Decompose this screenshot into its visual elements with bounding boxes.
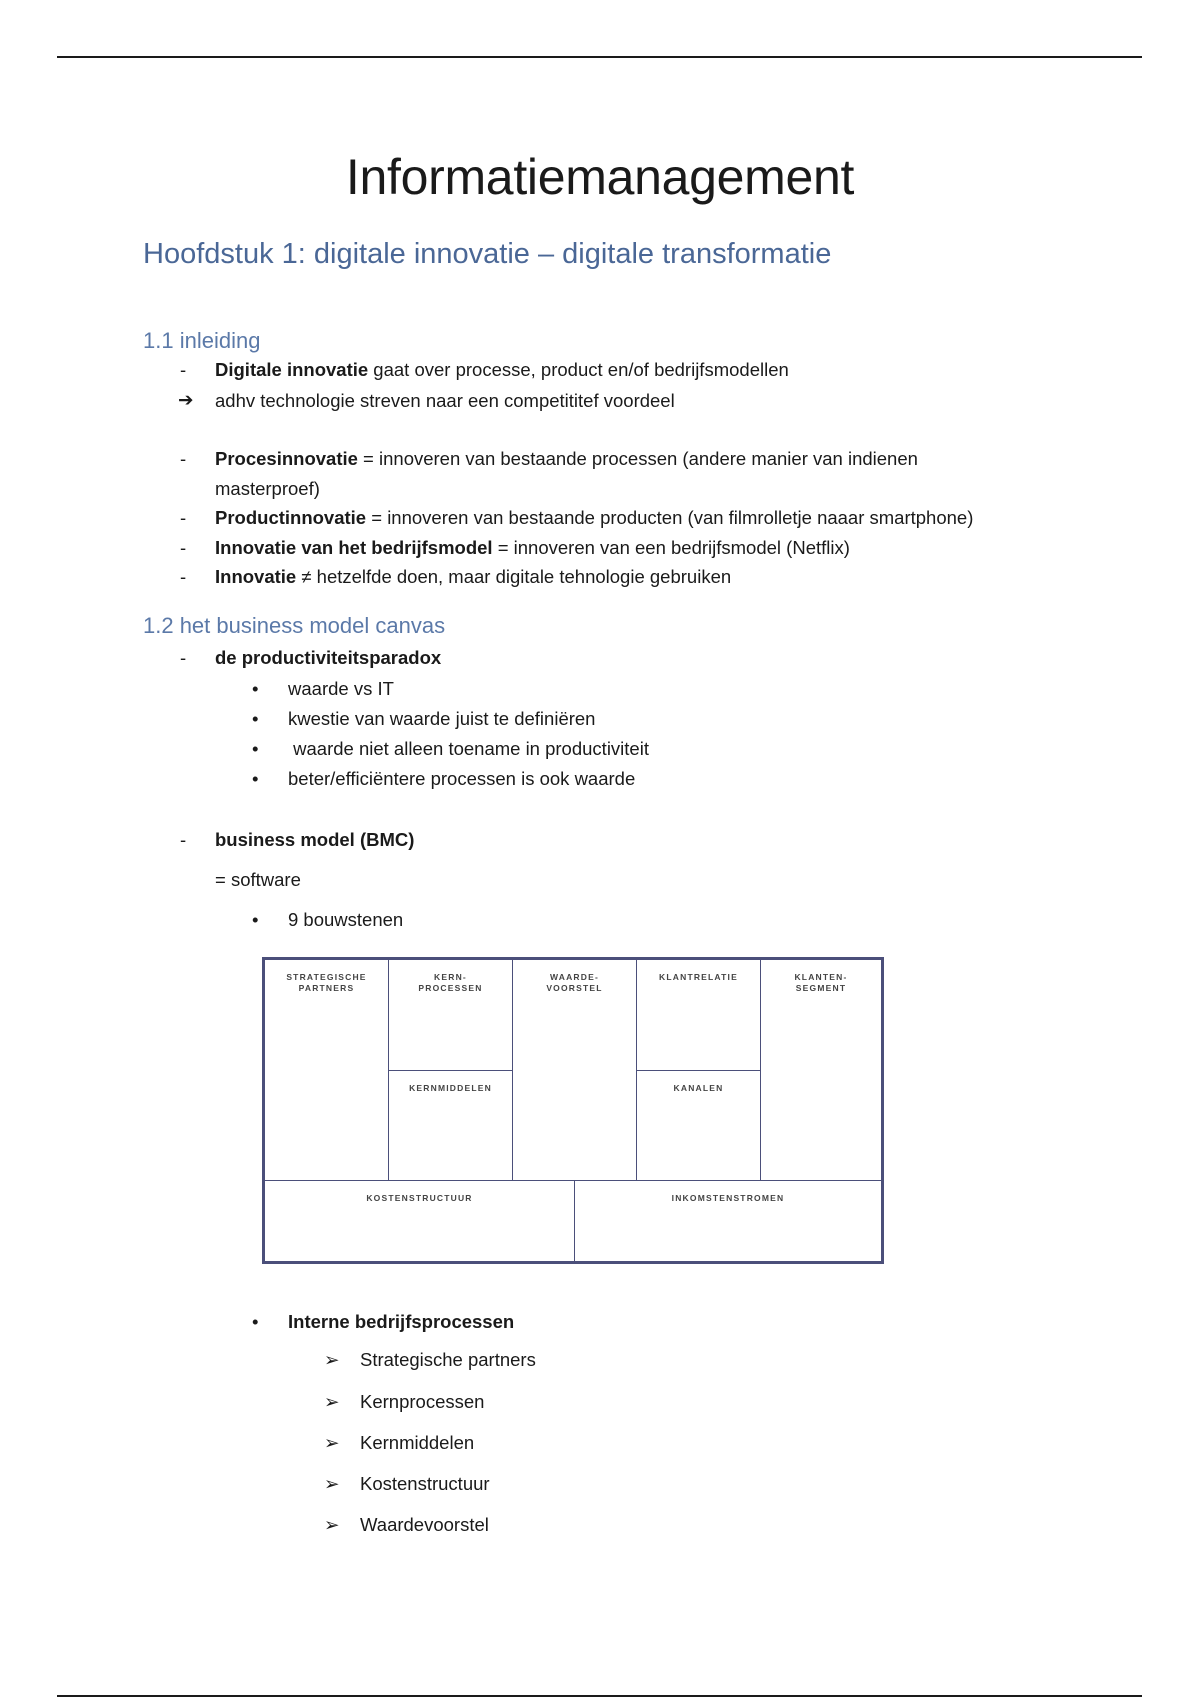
sub-list-item: Kernprocessen: [360, 1391, 485, 1412]
bmc-title: [215, 828, 414, 852]
list-item: kwestie van waarde juist te definiëren: [288, 708, 596, 729]
sub-list-item: Strategische partners: [360, 1349, 536, 1370]
dash-marker: -: [180, 566, 187, 587]
definition: gaat over processe, product en/of bedrijfsmodellen: [368, 359, 789, 380]
list-item-innovatie: [215, 565, 731, 589]
canvas-cell-klantensegment: [760, 959, 882, 1181]
list-item: 9 bouwstenen: [288, 909, 404, 930]
term: Innovatie van het bedrijfsmodel: [215, 537, 493, 558]
list-item: waarde niet alleen toename in productiviteit: [288, 738, 649, 759]
paradox-title: [215, 646, 441, 670]
arrowhead-bullet-icon: ➢: [324, 1514, 340, 1535]
canvas-cell-waardevoorstel: [512, 959, 637, 1181]
list-item: waarde vs IT: [288, 678, 394, 699]
term: Innovatie: [215, 566, 297, 587]
canvas-label: WAARDE- VOORSTEL: [546, 972, 603, 993]
footer-rule: [57, 1695, 1142, 1697]
bullet-marker: •: [252, 708, 259, 729]
canvas-cell-kernmiddelen: [388, 1070, 513, 1181]
list-item-productinnovatie: [215, 506, 973, 530]
definition: = innoveren van bestaande producten (van filmrolletje naaar smartphone): [366, 507, 974, 528]
bullet-marker: •: [252, 738, 259, 759]
canvas-cell-kernprocessen: [388, 959, 513, 1071]
list-item: beter/efficiëntere processen is ook waarde: [288, 768, 636, 789]
bullet-marker: •: [252, 1311, 259, 1332]
definition: ≠ hetzelfde doen, maar digitale tehnologie gebruiken: [296, 566, 732, 587]
chapter-heading: Hoofdstuk 1: digitale innovatie – digitale transformatie: [143, 238, 832, 270]
arrowhead-bullet-icon: ➢: [324, 1349, 340, 1370]
list-item-continuation: masterproef): [215, 478, 320, 499]
business-model-canvas: [262, 957, 884, 1264]
dash-marker: -: [180, 507, 187, 528]
bullet-marker: •: [252, 768, 259, 789]
definition: = innoveren van een bedrijfsmodel (Netflix): [492, 537, 850, 558]
term: Productinnovatie: [215, 507, 367, 528]
list-item-digitale-innovatie: [215, 358, 789, 382]
bmc-definition: = software: [215, 869, 301, 890]
bullet-marker: •: [252, 678, 259, 699]
canvas-label: KLANTEN- SEGMENT: [794, 972, 848, 993]
list-item-bedrijfsmodel: [215, 536, 850, 560]
arrowhead-bullet-icon: ➢: [324, 1473, 340, 1494]
section-heading-1-1: 1.1 inleiding: [143, 328, 261, 353]
sub-list-item: Waardevoorstel: [360, 1514, 489, 1535]
list-item-procesinnovatie: [215, 447, 918, 471]
sub-list-item: Kernmiddelen: [360, 1432, 475, 1453]
arrowhead-bullet-icon: ➢: [324, 1391, 340, 1412]
canvas-label: INKOMSTENSTROMEN: [671, 1193, 785, 1203]
canvas-cell-kanalen: [636, 1070, 761, 1181]
canvas-cell-strategische-partners: [264, 959, 389, 1181]
sub-list-item: Kostenstructuur: [360, 1473, 490, 1494]
canvas-label: KERNMIDDELEN: [409, 1083, 492, 1093]
dash-marker: -: [180, 537, 187, 558]
canvas-label: KERN- PROCESSEN: [418, 972, 483, 993]
term: Procesinnovatie: [215, 448, 358, 469]
dash-marker: -: [180, 359, 187, 380]
canvas-cell-inkomstenstromen: [574, 1180, 882, 1262]
canvas-label: KOSTENSTRUCTUUR: [366, 1193, 473, 1203]
header-rule: [57, 56, 1142, 58]
canvas-label: KANALEN: [673, 1083, 724, 1093]
dash-marker: -: [180, 647, 187, 668]
term: business model (BMC): [215, 829, 415, 850]
arrow-item: adhv technologie streven naar een competititef voordeel: [215, 390, 675, 411]
canvas-label: STRATEGISCHE PARTNERS: [286, 972, 367, 993]
term: Interne bedrijfsprocessen: [288, 1311, 515, 1332]
document-title: Informatiemanagement: [345, 149, 855, 205]
canvas-cell-kostenstructuur: [264, 1180, 575, 1262]
canvas-label: KLANTRELATIE: [659, 972, 738, 982]
dash-marker: -: [180, 829, 187, 850]
arrowhead-bullet-icon: ➢: [324, 1432, 340, 1453]
dash-marker: -: [180, 448, 187, 469]
bullet-marker: •: [252, 909, 259, 930]
internal-title: [288, 1310, 514, 1334]
arrow-icon: ➔: [178, 389, 194, 410]
section-heading-1-2: 1.2 het business model canvas: [143, 613, 446, 638]
definition: = innoveren van bestaande processen (andere manier van indienen: [357, 448, 918, 469]
term: de productiviteitsparadox: [215, 647, 442, 668]
canvas-cell-klantrelatie: [636, 959, 761, 1071]
term: Digitale innovatie: [215, 359, 369, 380]
